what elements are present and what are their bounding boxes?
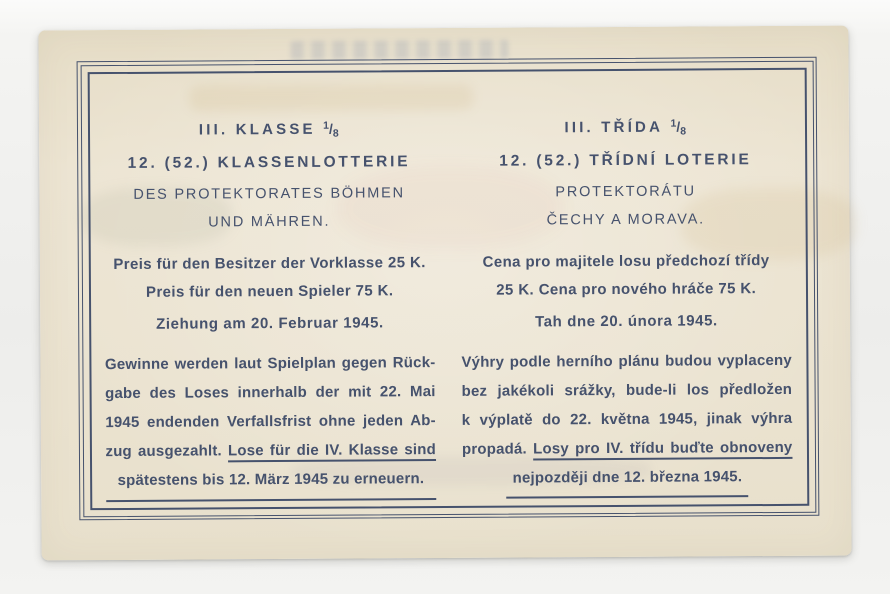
lottery-title-cs: 12. (52.) TŘÍDNÍ LOTERIE xyxy=(499,150,752,170)
draw-date-de: Ziehung am 20. Februar 1945. xyxy=(156,313,384,333)
terms-line-1-cs: Výhry podle herního plánu budou vyplaceny xyxy=(461,351,792,371)
terms-line-3-de: 1945 endenden Verfallsfrist ohne jeden Ab- xyxy=(105,411,436,431)
czech-column xyxy=(460,93,793,505)
price-new-player-de: Preis für den neuen Spieler 75 K. xyxy=(145,281,394,301)
lottery-ticket-back xyxy=(38,26,851,561)
terms-line-4-underlined-cs: Losy pro IV. třídu buďte obnoveny xyxy=(533,438,793,457)
terms-line-2-de: gabe des Loses innerhalb der mit 22. Mai xyxy=(105,382,436,402)
german-column xyxy=(103,96,436,508)
class-heading-cs xyxy=(460,117,791,136)
renewal-deadline-cs-wrap xyxy=(462,461,793,498)
terms-line-4-plain-de: zug ausgezahlt. xyxy=(105,441,222,460)
class-heading-de xyxy=(103,120,434,139)
price-previous-class-cs: Cena pro majitele losu předchozí třídy xyxy=(482,251,770,271)
price-previous-class-de: Preis für den Besitzer der Vorklasse 25 K. xyxy=(113,253,426,273)
fraction-one-eighth: $^1/_8$ xyxy=(670,117,687,138)
renewal-deadline-cs: nejpozději dne 12. března 1945. xyxy=(506,464,748,498)
protectorate-line1-cs: PROTEKTORÁTU xyxy=(555,182,696,200)
protectorate-line2-de: UND MÄHREN. xyxy=(208,213,331,230)
class-heading-cs-text: III. TŘÍDA xyxy=(564,118,664,136)
decorative-frame-inner xyxy=(87,67,809,509)
lottery-title-de: 12. (52.) KLASSENLOTTERIE xyxy=(127,152,411,172)
bilingual-text-columns xyxy=(89,69,807,507)
show-through-serial-ghost xyxy=(290,40,508,60)
draw-date-cs: Tah dne 20. února 1945. xyxy=(534,311,718,330)
renewal-deadline-de: spätestens bis 12. März 1945 zu erneuern. xyxy=(106,466,437,502)
terms-line-4-cs xyxy=(462,432,793,463)
protectorate-line2-cs: ČECHY A MORAVA. xyxy=(546,210,706,228)
decorative-frame-middle xyxy=(80,60,816,516)
terms-paragraph-de xyxy=(105,348,436,502)
decorative-frame-outer xyxy=(77,57,820,521)
protectorate-line1-de: DES PROTEKTORATES BÖHMEN xyxy=(133,184,405,203)
terms-line-3-cs: k výplatě do 22. května 1945, jinak výhra xyxy=(461,409,793,429)
terms-line-1-de: Gewinne werden laut Spielplan gegen Rück- xyxy=(104,353,436,373)
price-new-player-cs: 25 K. Cena pro nového hráče 75 K. xyxy=(496,279,757,299)
class-heading-de-text: III. KLASSE xyxy=(198,120,316,139)
fraction-one-eighth: $^1/_8$ xyxy=(323,119,339,140)
terms-paragraph-cs xyxy=(461,345,792,498)
terms-line-4-plain-cs: propadá. xyxy=(461,440,527,458)
terms-line-2-cs: bez jakékoli srážky, bude-li los předložen xyxy=(461,380,793,400)
terms-line-4-de xyxy=(105,435,436,466)
terms-line-4-underlined-de: Lose für die IV. Klasse sind xyxy=(227,440,437,459)
